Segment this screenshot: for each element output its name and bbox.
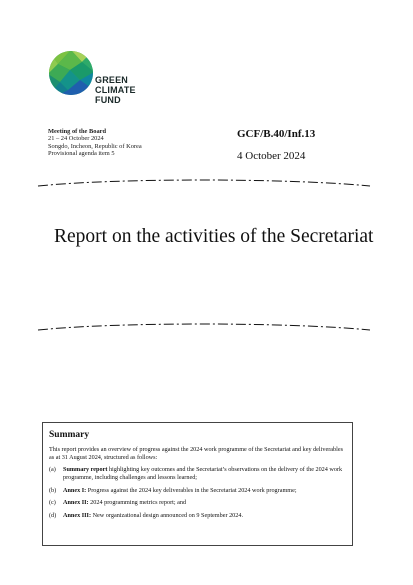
logo-line-1: GREEN	[95, 75, 129, 85]
item-label: (d)	[49, 511, 57, 519]
summary-item-a	[49, 466, 346, 482]
document-code: GCF/B.40/Inf.13	[237, 128, 316, 140]
meeting-dates: 21 – 24 October 2024	[48, 135, 104, 143]
item-label: (a)	[49, 466, 56, 473]
item-text: 2024 programming metrics report; and	[88, 499, 187, 506]
item-bold: Annex III:	[63, 511, 92, 519]
summary-intro: This report provides an overview of progress against the 2024 work programme of the Secretariat and key deliverables as at 31 August 2024, structured as follows:	[49, 446, 343, 461]
item-bold: Annex I:	[63, 486, 87, 494]
agenda-item: Provisional agenda item 5	[48, 149, 115, 157]
decorative-divider-top	[36, 176, 372, 188]
logo-line-3: FUND	[95, 95, 121, 105]
item-text: New organizational design announced on 9 September 2024.	[91, 511, 243, 519]
logo-wordmark	[95, 75, 136, 105]
summary-box	[42, 422, 353, 546]
item-text: highlighting key outcomes and the Secretariat’s observations on the delivery of the 2024 work programme, including challenges and lessons learned;	[63, 466, 343, 481]
document-title: Report on the activities of the Secretariat	[54, 226, 374, 247]
globe-icon	[48, 50, 94, 96]
decorative-divider-bottom	[36, 320, 372, 332]
meeting-title: Meeting of the Board	[48, 128, 107, 135]
gcf-logo	[48, 50, 148, 110]
summary-heading: Summary	[49, 430, 90, 440]
document-date: 4 October 2024	[237, 150, 306, 162]
summary-item-d	[49, 512, 346, 520]
item-text: Progress against the 2024 key deliverables in the Secretariat 2024 work programme;	[86, 486, 297, 494]
meeting-location: Songdo, Incheon, Republic of Korea	[48, 142, 142, 150]
document-reference	[237, 127, 315, 163]
summary-item-c	[49, 499, 346, 507]
item-label: (b)	[49, 486, 57, 494]
meeting-info	[48, 128, 142, 157]
item-bold: Summary report	[63, 466, 108, 473]
item-label: (c)	[49, 499, 56, 506]
summary-item-b	[49, 487, 346, 495]
logo-line-2: CLIMATE	[95, 85, 136, 95]
item-bold: Annex II:	[63, 499, 89, 506]
